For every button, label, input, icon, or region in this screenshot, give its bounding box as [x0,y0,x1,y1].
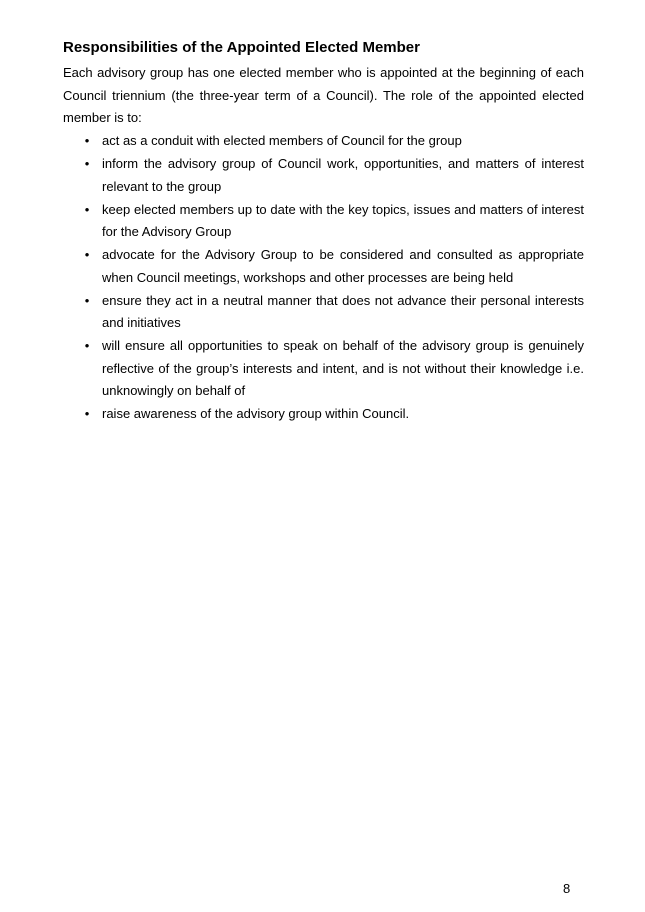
bullet-icon: • [84,247,90,262]
bullet-icon: • [84,292,90,308]
bullet-icon: • [84,201,90,217]
page-number: 8 [563,881,571,896]
bullet-icon: • [84,156,90,171]
list-item [63,130,584,153]
list-item-text: advocate for the Advisory Group to be considered and consulted as appropriate when Council meetings, workshops and other processes are being held [102,247,584,285]
bullet-icon: • [84,133,90,148]
list-item-text: keep elected members up to date with the key topics, issues and matters of interest for the Advisory Group [102,201,584,239]
list-item [63,403,584,426]
list-item-text: raise awareness of the advisory group within Council. [102,406,410,421]
list-item [63,244,584,289]
section-heading: Responsibilities of the Appointed Elected Member [63,39,420,56]
list-item-text: will ensure all opportunities to speak on behalf of the advisory group is genuinely reflective of the group’s interests and intent, and is not without their knowledge i.e. unknowingly on behalf of [102,338,584,398]
list-item [63,290,584,335]
list-item [63,153,584,198]
list-item-text: inform the advisory group of Council work, opportunities, and matters of interest relevant to the group [102,156,584,194]
bullet-icon: • [84,406,90,421]
list-item-text: act as a conduit with elected members of Council for the group [102,133,462,148]
bullet-icon: • [84,338,90,353]
list-item-text: ensure they act in a neutral manner that does not advance their personal interests and initiatives [102,292,584,330]
intro-paragraph: Each advisory group has one elected member who is appointed at the beginning of each Council triennium (the three-year term of a Council). The role of the appointed elected member is to: [63,65,584,125]
responsibilities-list [63,130,584,426]
list-item [63,335,584,403]
list-item [63,199,584,244]
